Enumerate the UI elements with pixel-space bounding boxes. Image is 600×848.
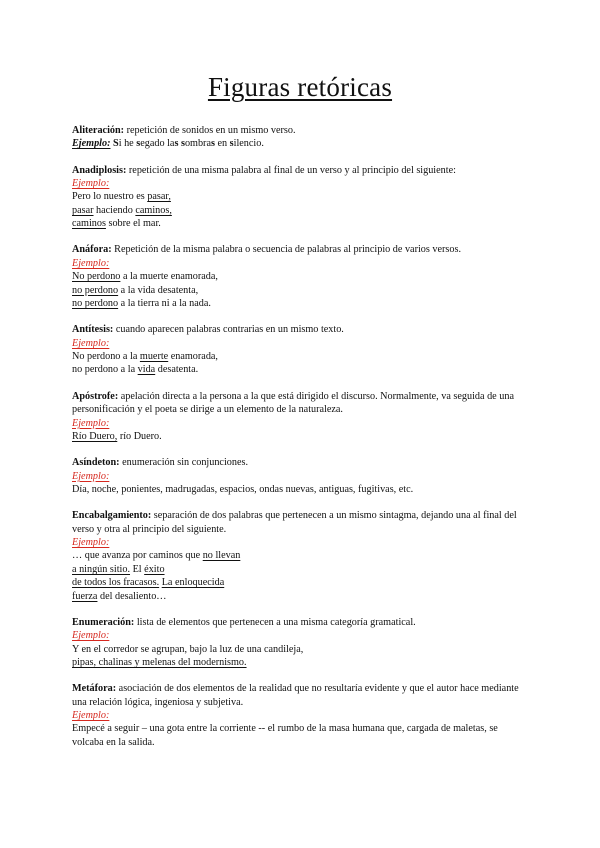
example-line xyxy=(72,297,532,310)
example-label: Ejemplo: xyxy=(72,470,110,482)
example-label: Ejemplo: xyxy=(72,138,111,150)
example-line: Día, noche, ponientes, madrugadas, espacios, ondas nuevas, antiguas, fugitivas, etc. xyxy=(72,483,414,495)
section-apostrofe xyxy=(72,390,532,444)
example-text: enamorada, xyxy=(168,351,218,363)
example-line xyxy=(72,204,532,217)
alliteration-s: S xyxy=(110,138,119,150)
example-text: haciendo xyxy=(93,204,136,216)
underlined-word: muerte xyxy=(139,351,169,363)
underlined-word: a ningún sitio. xyxy=(72,563,131,575)
term: Anáfora: xyxy=(72,244,112,256)
example-line xyxy=(72,350,532,363)
definition: apelación directa a la persona a la que está dirigido el discurso. Normalmente, va seguida de una personificación y el poeta se dirige a un elemento de la naturaleza. xyxy=(72,390,514,416)
example-text: a la tierra ni a la nada. xyxy=(118,298,211,310)
example-text: a la vida desatenta, xyxy=(118,284,199,296)
section-metafora xyxy=(72,682,532,749)
example-label: Ejemplo: xyxy=(72,257,110,269)
section-anafora xyxy=(72,243,532,310)
section-anadiplosis xyxy=(72,164,532,231)
example-text: del desaliento… xyxy=(97,590,167,602)
underlined-word: no llevan xyxy=(202,550,241,562)
definition-line xyxy=(72,682,532,709)
document-body xyxy=(72,124,532,762)
section-enumeracion xyxy=(72,616,532,670)
example-label: Ejemplo: xyxy=(72,417,110,429)
page-title: Figuras retóricas xyxy=(207,72,393,102)
example-label: Ejemplo: xyxy=(72,178,110,190)
underlined-word: Río Duero, xyxy=(72,430,118,442)
example-label: Ejemplo: xyxy=(72,536,110,548)
underlined-word: no perdono xyxy=(72,284,119,296)
definition: enumeración sin conjunciones. xyxy=(119,457,249,469)
definition-line xyxy=(72,509,532,536)
example-line xyxy=(72,270,532,283)
example-text: egado la xyxy=(140,138,175,150)
underlined-word: pasar xyxy=(72,204,94,216)
underlined-word: vida xyxy=(137,364,156,376)
definition: asociación de dos elementos de la realidad que no resultaría evidente y que el autor hace mediante una relación lógica, ingeniosa y subjetiva. xyxy=(72,683,519,708)
example-text: río Duero. xyxy=(117,430,162,442)
alliteration-s: s s xyxy=(174,138,185,150)
example-text: El xyxy=(130,563,145,575)
example-text: ilencio. xyxy=(233,138,264,150)
term: Asíndeton: xyxy=(72,457,120,469)
underlined-word: no perdono xyxy=(72,298,119,310)
underlined-word: pasar, xyxy=(147,191,171,203)
example-label: Ejemplo: xyxy=(72,337,110,349)
example-line xyxy=(72,430,532,443)
term: Antítesis: xyxy=(72,324,114,336)
example-line xyxy=(72,217,532,230)
alliteration-s: s xyxy=(229,138,234,150)
example-line: Y en el corredor se agrupan, bajo la luz de una candileja, xyxy=(72,643,304,655)
example-line: Empecé a seguir – una gota entre la corriente -- el rumbo de la masa humana que, cargada de maletas, se volcaba en la salida. xyxy=(72,723,498,748)
example-text: No perdono a la xyxy=(72,351,140,363)
definition: cuando aparecen palabras contrarias en un mismo texto. xyxy=(113,324,344,336)
example-text: sobre el mar. xyxy=(105,218,161,230)
example-text: a la muerte enamorada, xyxy=(120,271,218,283)
alliteration-s: s xyxy=(136,138,141,150)
alliteration-s: s xyxy=(210,138,215,150)
example-line xyxy=(72,590,532,603)
underlined-word: de todos los fracasos. xyxy=(72,577,160,589)
definition: lista de elementos que pertenecen a una misma categoría gramatical. xyxy=(134,616,416,628)
definition-line xyxy=(72,390,532,417)
example-text: ombra xyxy=(184,138,211,150)
definition: separación de dos palabras que pertenecen a un mismo sintagma, dejando una al final del verso y otra al principio del siguiente. xyxy=(72,510,517,535)
definition: Repetición de la misma palabra o secuencia de palabras al principio de varios versos. xyxy=(111,244,461,256)
definition-line xyxy=(72,456,532,469)
example-line xyxy=(72,284,532,297)
example-line xyxy=(72,137,532,150)
section-encabalgamiento xyxy=(72,509,532,603)
example-label: Ejemplo: xyxy=(72,710,110,721)
term: Aliteración: xyxy=(72,125,125,136)
definition-line xyxy=(72,323,532,336)
definition-line xyxy=(72,243,532,256)
definition: repetición de una misma palabra al final de un verso y al principio del siguiente: xyxy=(126,164,456,176)
section-aliteracion xyxy=(72,124,532,151)
term: Encabalgamiento: xyxy=(72,510,152,522)
definition-line xyxy=(72,124,532,137)
example-line xyxy=(72,656,532,669)
definition: repetición de sonidos en un mismo verso. xyxy=(124,125,296,136)
example-text: no perdono a la xyxy=(72,364,138,376)
example-text: i he xyxy=(118,138,137,150)
example-text: … que avanza por caminos que xyxy=(72,550,203,562)
underlined-word: caminos, xyxy=(135,204,172,216)
section-antitesis xyxy=(72,323,532,377)
underlined-word: La enloquecida xyxy=(161,577,225,589)
example-line xyxy=(72,190,532,203)
term: Metáfora: xyxy=(72,683,117,695)
term: Anadiplosis: xyxy=(72,164,127,176)
term: Enumeración: xyxy=(72,616,135,628)
example-text: Pero lo nuestro es xyxy=(72,191,148,203)
section-asindeton xyxy=(72,456,532,496)
example-text: desatenta. xyxy=(155,364,199,376)
example-label: Ejemplo: xyxy=(72,630,110,642)
term: Apóstrofe: xyxy=(72,390,119,402)
underlined-word: No perdono xyxy=(72,271,121,283)
underlined-word: fuerza xyxy=(72,590,98,602)
underlined-word: pipas, chalinas y melenas del modernismo. xyxy=(72,656,247,668)
example-line xyxy=(72,576,532,589)
example-line xyxy=(72,563,532,576)
definition-line xyxy=(72,164,532,177)
example-line xyxy=(72,363,532,376)
definition-line xyxy=(72,616,532,629)
underlined-word: caminos xyxy=(72,218,106,230)
example-line xyxy=(72,549,532,562)
example-text: en xyxy=(214,138,230,150)
underlined-word: éxito xyxy=(144,563,165,575)
